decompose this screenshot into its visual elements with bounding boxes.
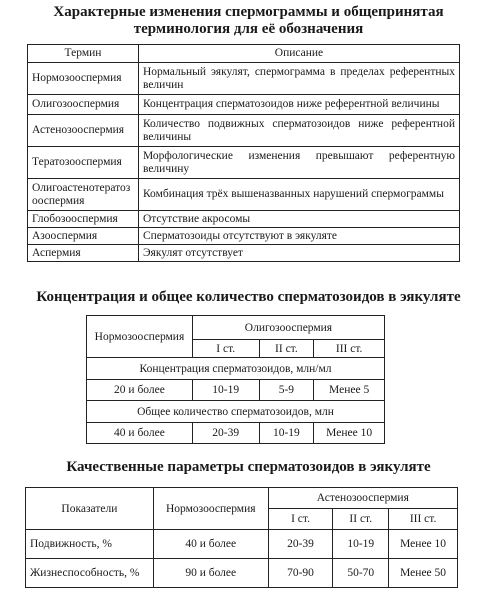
norm-header: Нормозооспермия (153, 488, 268, 530)
description-cell: Нормальный эякулят, спермограмма в пределах референтных величин (138, 63, 459, 95)
grade-3: III ст. (389, 509, 458, 530)
value-cell: 40 и более (87, 423, 193, 444)
terminology-table (27, 44, 460, 262)
term-cell: Олигозооспермия (28, 95, 139, 115)
value-cell: Менее 5 (314, 380, 385, 401)
grade-2: II ст. (259, 340, 314, 358)
table-row (28, 115, 460, 147)
value-cell: 20 и более (87, 380, 193, 401)
value-cell: 70-90 (268, 559, 333, 588)
indicator-label: Подвижность, % (26, 530, 154, 559)
term-cell: Тератозооспермия (28, 147, 139, 179)
table-row (28, 147, 460, 179)
norm-header: Нормозооспермия (87, 316, 193, 358)
term-cell: Азооспермия (28, 228, 139, 245)
table-row (28, 179, 460, 211)
value-cell: 10-19 (192, 380, 259, 401)
total-label: Общее количество сперматозоидов, млн (87, 401, 385, 423)
indicators-header: Показатели (26, 488, 154, 530)
section3-title: Качественные параметры сперматозоидов в эякуляте (66, 459, 431, 475)
table-row (87, 423, 385, 444)
section2-title: Концентрация и общее количество сперматозоидов в эякуляте (36, 289, 461, 305)
table-row (28, 63, 460, 95)
section1-title (0, 4, 497, 38)
header-term: Термин (28, 45, 139, 63)
table-row (28, 211, 460, 228)
value-cell: 40 и более (153, 530, 268, 559)
table-row (28, 245, 460, 262)
term-cell: Глобозооспермия (28, 211, 139, 228)
value-cell: 10-19 (333, 530, 389, 559)
table-row (28, 95, 460, 115)
table-row (26, 559, 458, 588)
section1-title-line2: терминология для её обозначения (133, 21, 364, 37)
description-cell: Комбинация трёх вышеназванных нарушений спермограммы (138, 179, 459, 211)
header-description: Описание (138, 45, 459, 63)
description-cell: Эякулят отсутствует (138, 245, 459, 262)
asteno-header: Астенозооспермия (268, 488, 457, 509)
term-cell: Нормозооспермия (28, 63, 139, 95)
value-cell: 20-39 (192, 423, 259, 444)
description-cell: Сперматозоиды отсутствуют в эякуляте (138, 228, 459, 245)
grade-1: I ст. (268, 509, 333, 530)
concentration-table (86, 315, 385, 444)
term-cell: Олигоастенотератозооспермия (28, 179, 139, 211)
value-cell: 5-9 (259, 380, 314, 401)
grade-3: III ст. (314, 340, 385, 358)
term-cell: Аспермия (28, 245, 139, 262)
value-cell: 10-19 (259, 423, 314, 444)
term-cell: Астенозооспермия (28, 115, 139, 147)
value-cell: Менее 10 (314, 423, 385, 444)
value-cell: 20-39 (268, 530, 333, 559)
table-row (26, 530, 458, 559)
value-cell: 90 и более (153, 559, 268, 588)
description-cell: Концентрация сперматозоидов ниже референтной величины (138, 95, 459, 115)
section1-title-line1: Характерные изменения спермограммы и общепринятая (53, 4, 444, 20)
description-cell: Отсутствие акросомы (138, 211, 459, 228)
grade-1: I ст. (192, 340, 259, 358)
table-header-row (28, 45, 460, 63)
table-row (87, 380, 385, 401)
value-cell: 50-70 (333, 559, 389, 588)
indicator-label: Жизнеспособность, % (26, 559, 154, 588)
description-cell: Морфологические изменения превышают референтную величину (138, 147, 459, 179)
grade-2: II ст. (333, 509, 389, 530)
value-cell: Менее 10 (389, 530, 458, 559)
value-cell: Менее 50 (389, 559, 458, 588)
table-row (28, 228, 460, 245)
description-cell: Количество подвижных сперматозоидов ниже референтной величины (138, 115, 459, 147)
oligo-header: Олигозооспермия (192, 316, 384, 340)
quality-table (25, 487, 458, 588)
concentration-label: Концентрация сперматозоидов, млн/мл (87, 358, 385, 380)
